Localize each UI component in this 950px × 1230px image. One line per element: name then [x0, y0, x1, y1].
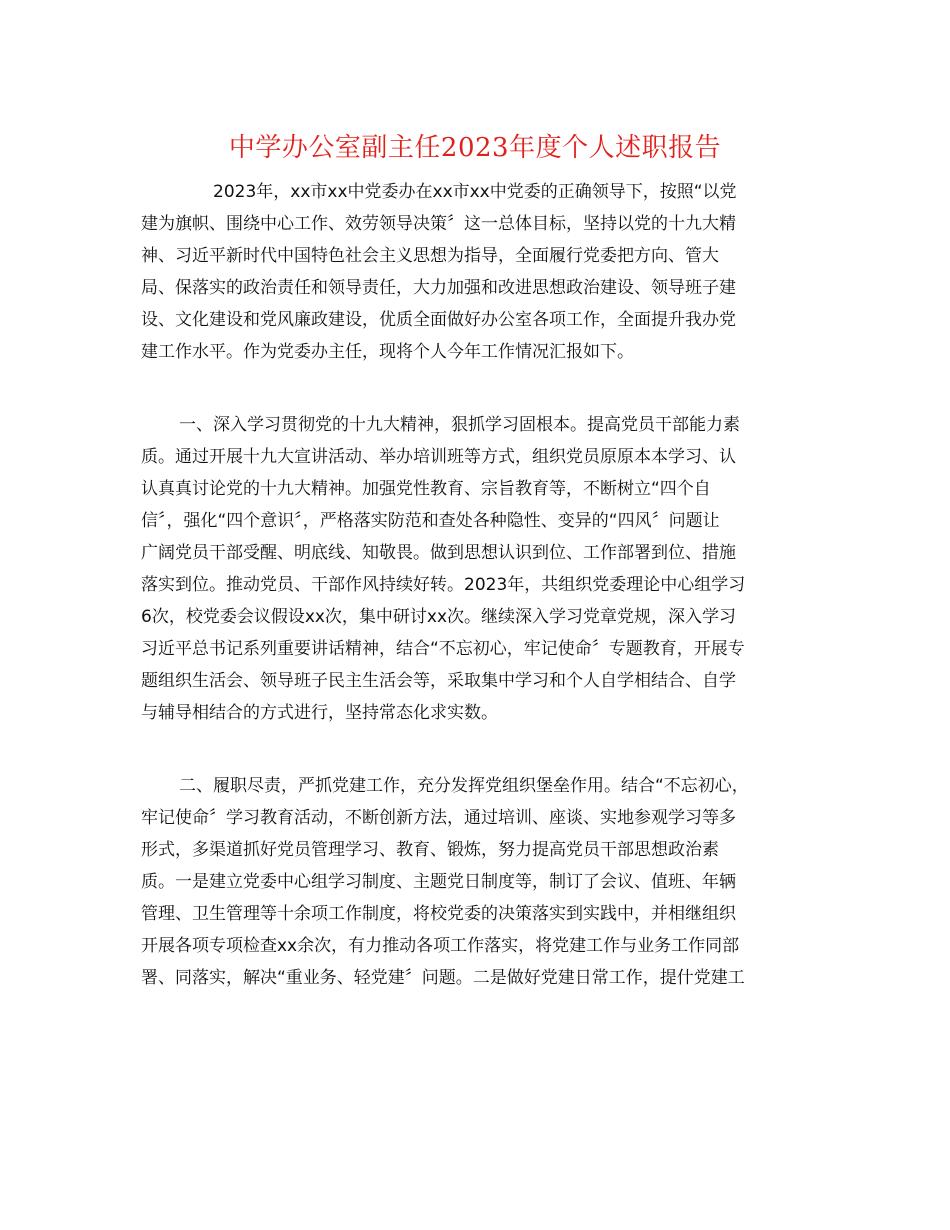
- paragraph-line: 建工作水平。作为党委办主任，现将个人今年工作情况汇报如下。: [141, 342, 634, 362]
- paragraph-line: 局、保落实的政治责任和领导责任，大力加强和改进思想政治建设、领导班子建: [141, 278, 736, 298]
- paragraph-line: 题组织生活会、领导班子民主生活会等，采取集中学习和个人自学相结合、自学: [141, 671, 736, 691]
- paragraph-gap: [141, 368, 801, 409]
- paragraph-line: 信〞，强化“四个意识〞，严格落实防范和查处各种隐性、变异的“四风〞问题让: [141, 511, 720, 531]
- paragraph-line: 设、文化建设和党风廉政建设，优质全面做好办公室各项工作，全面提升我办党: [141, 310, 736, 330]
- paragraph-line: 形式，多渠道抓好党员管理学习、教育、锻炼，努力提高党员干部思想政治素: [141, 840, 719, 860]
- paragraph-line: 习近平总书记系列重要讲话精神，结合“不忘初心，牢记使命〞专题教育，开展专: [141, 639, 745, 659]
- paragraph-line: 一、深入学习贯彻党的十九大精神，狠抓学习固根本。提高党员干部能力素: [179, 415, 740, 435]
- paragraph-line: 二、履职尽责，严抓党建工作，充分发挥党组织堡垒作用。结合“不忘初心，: [179, 776, 749, 796]
- document-body: [141, 176, 801, 994]
- paragraph-intro: [141, 176, 801, 368]
- paragraph-line: 开展各项专项检查xx余次，有力推动各项工作落实，将党建工作与业务工作同部: [141, 936, 740, 956]
- paragraph-line: 落实到位。推动党员、干部作风持续好转。2023年，共组织党委理论中心组学习: [141, 575, 746, 595]
- paragraph-gap: [141, 729, 801, 770]
- paragraph-line: 质。一是建立党委中心组学习制度、主题党日制度等，制订了会议、值班、年辆: [141, 872, 736, 892]
- paragraph-line: 建为旗帜、围绕中心工作、效劳领导决策〞这一总体目标，坚持以党的十九大精: [141, 214, 736, 234]
- paragraph-line: 署、同落实，解决“重业务、轻党建〞问题。二是做好党建日常工作，提什党建工: [141, 968, 745, 988]
- paragraph-line: 神、习近平新时代中国特色社会主义思想为指导，全面履行党委把方向、管大: [141, 246, 719, 266]
- paragraph-line: 2023年，xx市xx中党委办在xx市xx中党委的正确领导下，按照“以党: [213, 182, 737, 202]
- paragraph-line: 管理、卫生管理等十余项工作制度，将校党委的决策落实到实践中，并相继组织: [141, 904, 736, 924]
- paragraph-line: 广阔党员干部受醒、明底线、知敬畏。做到思想认识到位、工作部署到位、措施: [141, 543, 736, 563]
- document-title: 中学办公室副主任2023年度个人述职报告: [228, 133, 722, 163]
- paragraph-line: 牢记使命〞学习教育活动，不断创新方法，通过培训、座谈、实地参观学习等多: [141, 808, 736, 828]
- paragraph-section-two: [141, 770, 801, 994]
- paragraph-line: 认真真讨论党的十九大精神。加强党性教育、宗旨教育等，不断树立“四个自: [141, 479, 711, 499]
- paragraph-line: 6次，校党委会议假设xx次，集中研讨xx次。继续深入学习党章党规，深入学习: [141, 607, 737, 627]
- paragraph-line: 与辅导相结合的方式进行，坚持常态化求实数。: [141, 703, 498, 723]
- paragraph-section-one: [141, 409, 801, 729]
- paragraph-line: 质。通过开展十九大宣讲活动、举办培训班等方式，组织党员原原本本学习、认: [141, 447, 736, 467]
